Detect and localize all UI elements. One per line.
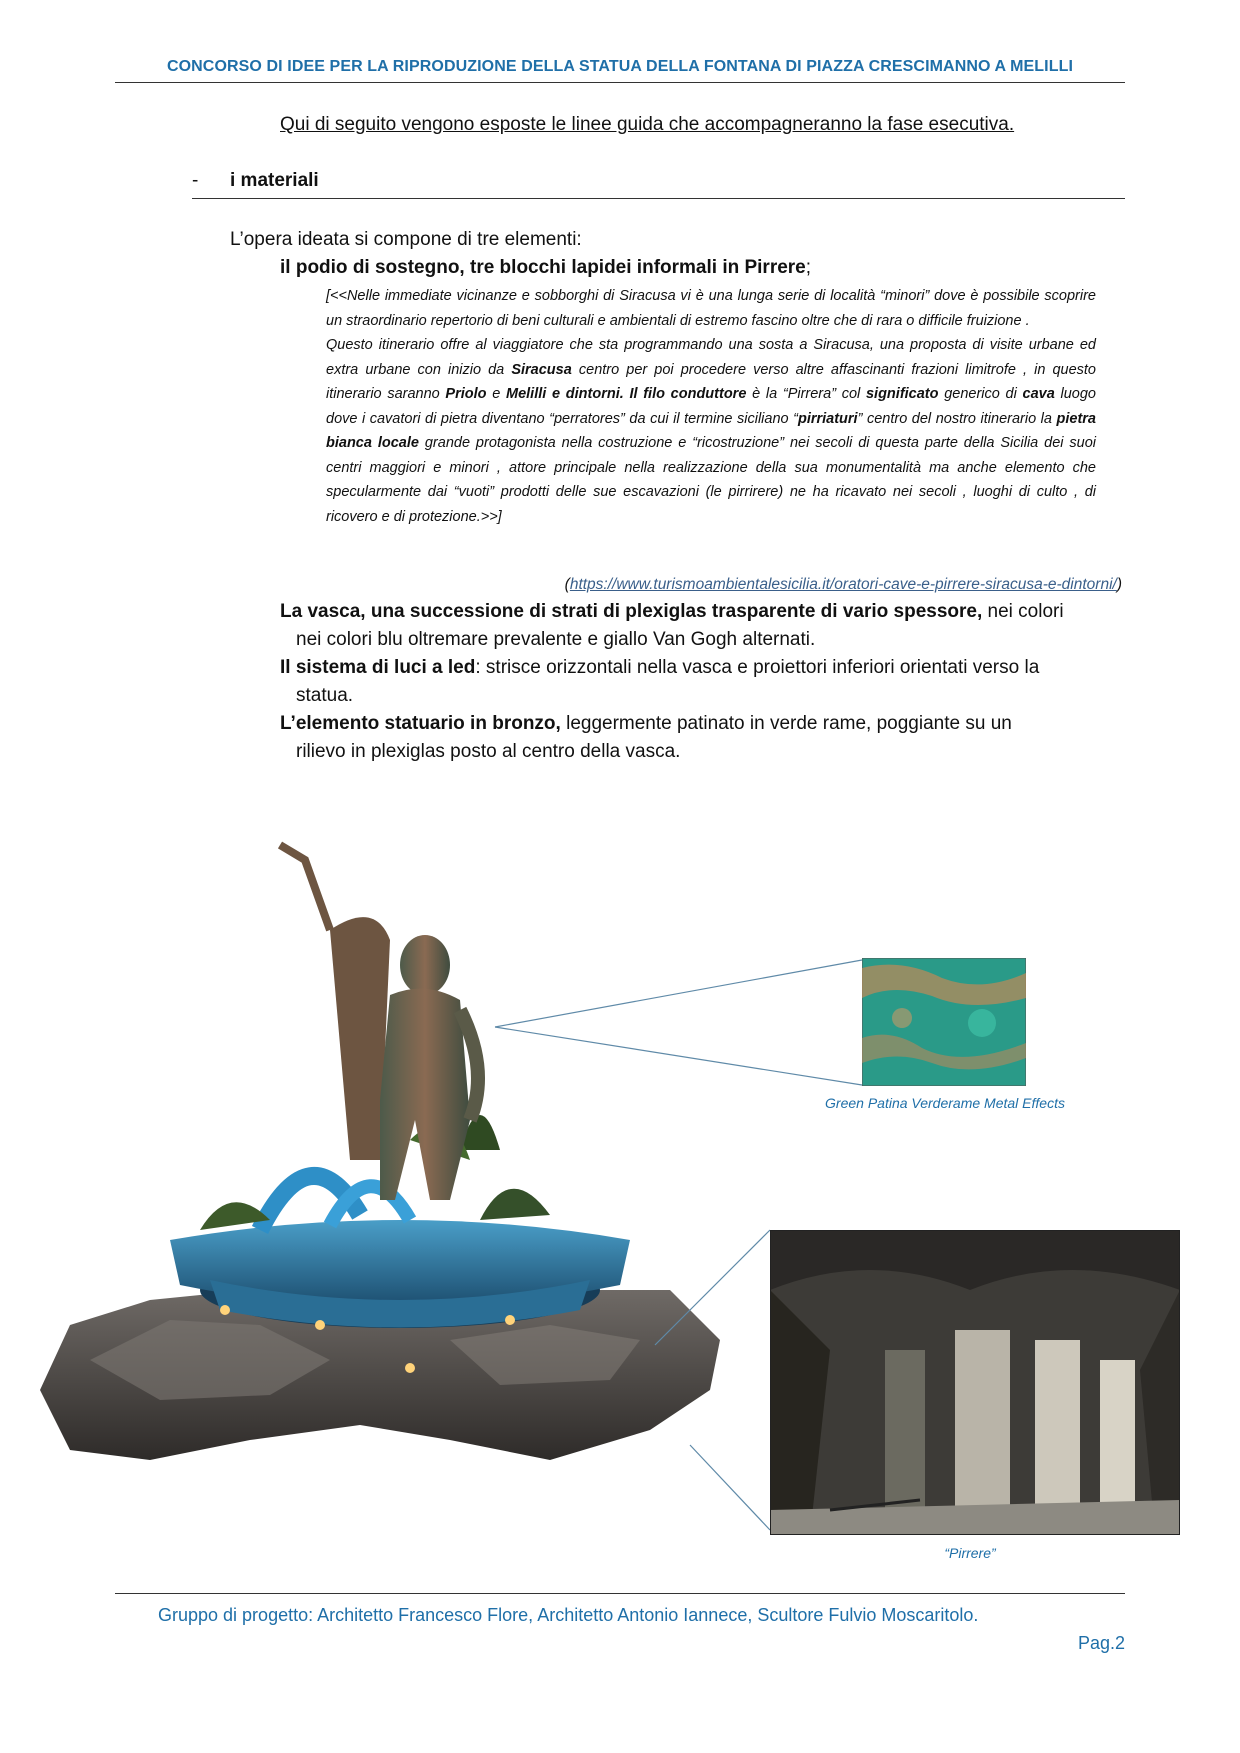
section-bullet: - — [192, 170, 199, 191]
item-luci-rest: : strisce orizzontali nella vasca e proiettori inferiori orientati verso la — [475, 657, 1040, 678]
section-title: i materiali — [230, 170, 319, 191]
quote-bold-melilli: Melilli e dintorni. Il filo conduttore — [506, 386, 747, 402]
item-statua-cont: rilievo in plexiglas posto al centro della vasca. — [296, 741, 681, 762]
quote-text: centro per poi procedere verso altre affascinanti frazioni limitrofe , in questo itinerario saranno — [326, 361, 1096, 402]
quote-text: generico di — [938, 386, 1023, 402]
document-header-title: CONCORSO DI IDEE PER LA RIPRODUZIONE DELLA STATUA DELLA FONTANA DI PIAZZA CRESCIMANNO A MELILLI — [166, 58, 1074, 75]
item-statua-bold: L’elemento statuario in bronzo, — [280, 713, 561, 734]
intro-sentence: Qui di seguito vengono esposte le linee guida che accompagneranno la fase esecutiva. — [280, 114, 1015, 135]
green-patina-swatch-image — [862, 958, 1026, 1086]
item-podio-end: ; — [805, 257, 812, 278]
item-podio-bold: il podio di sostegno, tre blocchi lapidei informali in Pirrere — [280, 257, 806, 278]
quote-bold-siracusa: Siracusa — [511, 361, 572, 378]
quote-text: e — [486, 386, 506, 402]
quote-bold-pietra: pietra bianca locale — [326, 410, 1097, 451]
quote-source-paren: ) — [1116, 576, 1122, 593]
pirrere-caption: “Pirrere” — [944, 1545, 996, 1561]
quote-text: grande protagonista nella costruzione e “ricostruzione” nei secoli di questa parte della Sicilia dei suoi centri maggiori e minori , attore principale nella realizzazione della sua monumentalità ma anche elemento che specularmente dai “vuoti” prodotti delle sue escavazioni (le pirrirere) ne ha ricavato nei secoli , luoghi di culto , di ricovero e di protezione.>>] — [326, 435, 1096, 525]
item-vasca-rest: nei colori — [982, 601, 1064, 622]
quote-paragraph-1: [<<Nelle immediate vicinanze e sobborghi di Siracusa vi è una lunga serie di località “minori” dove è possibile scoprire un straordinario repertorio di beni culturali e ambientali di estremo fascino oltre che di rara o difficile fruizione . — [326, 288, 1096, 329]
quote-bold-pirriaturi: pirriaturi — [797, 410, 858, 427]
quote-text: Questo itinerario offre al viaggiatore che sta programmando una sosta a Siracusa, una proposta di visite urbane ed extra urbane con inizio da — [326, 337, 1096, 378]
patina-caption: Green Patina Verderame Metal Effects — [825, 1095, 1065, 1111]
quote-bold-priolo: Priolo — [445, 386, 487, 402]
quote-text: è la “Pirrera” col — [746, 386, 866, 402]
quote-text: ” centro del nostro itinerario la — [857, 410, 1057, 427]
footer-rule — [115, 1593, 1125, 1594]
item-luci-bold: Il sistema di luci a led — [280, 657, 476, 678]
quote-bold-cava: cava — [1022, 386, 1055, 402]
pirrere-quarry-photo — [770, 1230, 1180, 1535]
lead-sentence: L’opera ideata si compone di tre elementi: — [230, 229, 582, 250]
footer-credits: Gruppo di progetto: Architetto Francesco Flore, Architetto Antonio Iannece, Scultore Fulvio Moscaritolo. — [158, 1605, 979, 1625]
quote-bold-significato: significato — [865, 386, 939, 402]
item-vasca-bold: La vasca, una successione di strati di plexiglas trasparente di vario spessore, — [280, 601, 983, 622]
quote-text: luogo dove i cavatori di pietra diventano “perratores” da cui il termine siciliano “ — [326, 386, 1096, 427]
item-vasca-cont: nei colori blu oltremare prevalente e giallo Van Gogh alternati. — [296, 629, 816, 650]
quote-source-link[interactable]: https://www.turismoambientalesicilia.it/oratori-cave-e-pirrere-siracusa-e-dintorni/ — [569, 576, 1117, 593]
item-luci-cont: statua. — [296, 685, 354, 706]
item-statua-rest: leggermente patinato in verde rame, poggiante su un — [560, 713, 1012, 734]
page-number: Pag.2 — [1077, 1633, 1125, 1653]
quote-source-paren: ( — [564, 576, 570, 593]
